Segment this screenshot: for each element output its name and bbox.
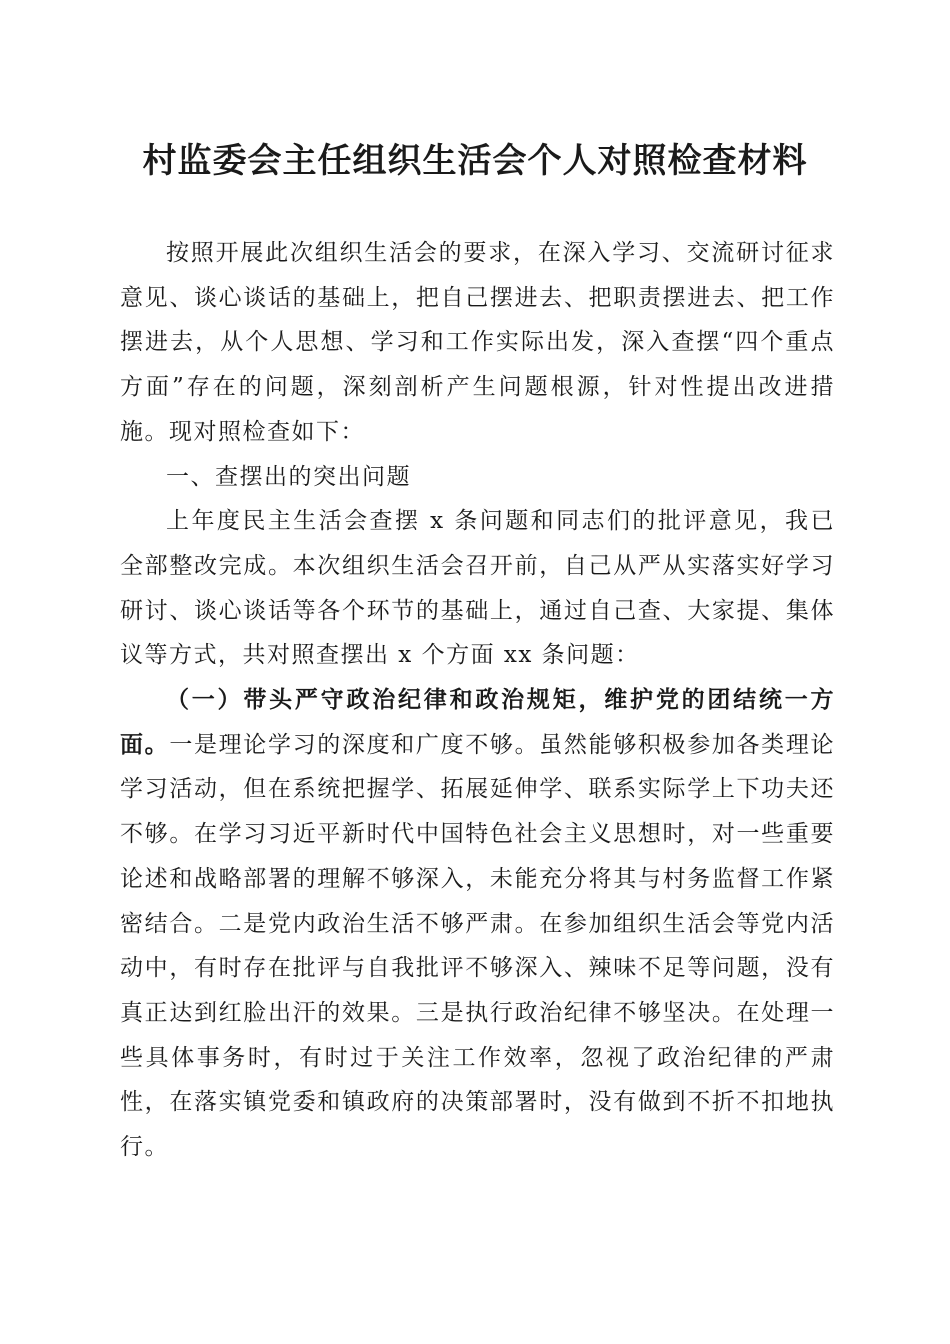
section-1-paragraph: 上年度民主生活会查摆 x 条问题和同志们的批评意见，我已全部整改完成。本次组织生活会召开前，自己从严从实落实好学习研讨、谈心谈话等各个环节的基础上，通过自己查、大家提、集体议等方式，共对照查摆出 x 个方面 xx 条问题： <box>120 508 835 669</box>
subsection-1-lead: （一）带头严守政治纪律和政治规矩，维护党的团结统一方面。 <box>120 686 835 758</box>
subsection-1-text: 一是理论学习的深度和广度不够。虽然能够积极参加各类理论学习活动，但在系统把握学、拓展延伸学、联系实际学上下功夫还不够。在学习习近平新时代中国特色社会主义思想时，对一些重要论述和战略部署的理解不够深入，未能充分将其与村务监督工作紧密结合。二是党内政治生活不够严肃。在参加组织生活会等党内活动中，有时存在批评与自我批评不够深入、辣味不足等问题，没有真正达到红脸出汗的效果。三是执行政治纪律不够坚决。在处理一些具体事务时，有时过于关注工作效率，忽视了政治纪律的严肃性，在落实镇党委和镇政府的决策部署时，没有做到不折不扣地执行。 <box>120 731 836 1161</box>
section-heading-1: 一、查摆出的突出问题 <box>166 463 411 490</box>
document-body <box>120 231 835 1170</box>
document-title: 村监委会主任组织生活会个人对照检查材料 <box>142 141 808 181</box>
subsection-1-paragraph <box>120 678 835 1170</box>
intro-paragraph: 按照开展此次组织生活会的要求，在深入学习、交流研讨征求意见、谈心谈话的基础上，把自己摆进去、把职责摆进去、把工作摆进去，从个人思想、学习和工作实际出发，深入查摆“四个重点方面”存在的问题，深刻剖析产生问题根源，针对性提出改进措施。现对照检查如下： <box>120 240 835 445</box>
